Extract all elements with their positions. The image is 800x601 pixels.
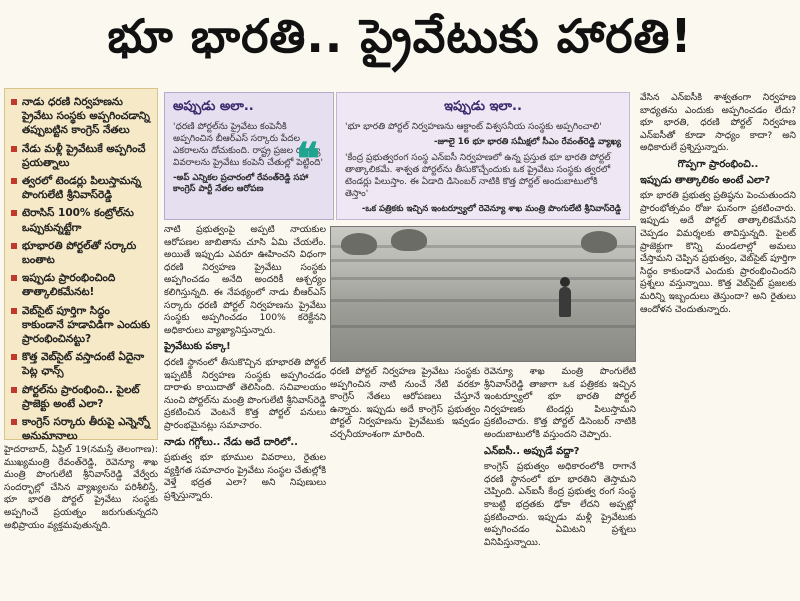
article-column-3 [484, 366, 636, 598]
highlight-item: ఇప్పుడు ప్రారంభించింది తాత్కాలికమేనట! [11, 271, 151, 299]
now-box-source-2: -ఒక పత్రికకు ఇచ్చిన ఇంటర్వ్యూలో రెవెన్యూ శాఖ మంత్రి పొంగులేటి శ్రీనివాస్‌రెడ్డి [361, 204, 621, 214]
highlights-list [11, 95, 151, 443]
article-paragraph: ధరణి స్థానంలో తీసుకొచ్చిన భూభారతి పోర్టల్ ఇప్పటికీ నిర్వహణ సంస్థకు అప్పగించడం దారాళు కాయిదాతో తెలిసింది. సచివాలయం నుంచి పోర్టల్‌ను మంత్రి పొంగులేటి శ్రీనివాస్‌రెడ్డి ప్రకటించిన వెంటనే కొత్త పోర్టల్ పనులు ప్రారంభమైనట్లు సమాచారం. [164, 356, 326, 431]
article-paragraph: భూ భారతి ప్రభుత్వ ప్రతిష్ఠను పెంచుతుందని ప్రారంభోత్సవం రోజు ఘనంగా ప్రకటించారు. ఇప్పుడు అదే పోర్టల్ తాత్కాలికమేనని చెప్పడం విమర్శలకు తావిస్తున్నది. పైలట్ ప్రాజెక్టుగా కొన్ని మండలాల్లో అమలు చేస్తామని చెప్పిన ప్రభుత్వం, వెబ్‌సైట్ పూర్తిగా సిద్ధం కాకుండానే ఎందుకు ప్రారంభించిందని ప్రశ్నలు వస్తున్నాయి. కొత్త వెబ్‌సైట్ ప్రజలకు మరిన్ని ఇబ్బందులు తెస్తుందా? అని రైతులు ఆందోళన చెందుతున్నారు. [640, 190, 796, 315]
highlight-item: టెరాసిస్ 100% కంట్రోల్‌ను ఒప్పుకున్నట్టేగా [11, 206, 151, 234]
then-box-title: అప్పుడు అలా.. [173, 99, 254, 114]
person-figure [560, 277, 570, 287]
article-paragraph: వేసిన ఎన్‌ఐసీకి శాశ్వతంగా నిర్వహణ బాధ్యతను ఎందుకు అప్పగించడం లేదు? భూ భారతి, ధరణి పోర్టల్ నిర్వహణ ఎన్‌ఐసీతో కూడా సాధ్యం కాదా? అని అధికారులే ప్రశ్నిస్తున్నారు. [640, 92, 796, 154]
now-quote-box [336, 92, 630, 220]
article-subheading: ప్రైవేటుకు పక్కా! [164, 341, 231, 353]
highlight-item: పోర్టల్‌ను ప్రారంభించి.. పైలట్ ప్రాజెక్టు అంటే ఎలా? [11, 383, 151, 411]
article-column-4 [640, 92, 796, 598]
article-paragraph: కాంగ్రెస్ ప్రభుత్వం అధికారంలోకి రాగానే ధరణి స్థానంలో భూ భారతిని తెస్తామని చెప్పింది. ఎన్‌ఐసీ కేంద్ర ప్రభుత్వ రంగ సంస్థ కాబట్టి భద్రతకు ఢోకా లేదని అప్పట్లో ప్రకటించారు. ఇప్పుడు మళ్లీ ప్రైవేటుకు అప్పగించడం ఏమిటని ప్రశ్నలు వినిపిస్తున్నాయి. [484, 461, 636, 548]
article-column-1 [164, 224, 326, 598]
article-subheading: గొప్పగా ప్రారంభించి.. [677, 158, 759, 170]
sidebar-highlights [4, 88, 158, 443]
article-subheading: ఎన్‌ఐసీ.. అప్పుడే వద్దా? [484, 445, 580, 457]
article-paragraph: హైదరాబాద్, ఏప్రిల్ 19(నమస్తే తెలంగాణ): ముఖ్యమంత్రి రేవంత్‌రెడ్డి, రెవెన్యూ శాఖ మంత్రి పొంగులేటి శ్రీనివాస్‌రెడ్డి వేర్వేరు సందర్భాల్లో చేసిన వ్యాఖ్యలను పరిశీలిస్తే, భూ భారతి పోర్టల్ ప్రైవేటు సంస్థకు అప్పగించే ప్రయత్నం జరుగుతున్నదని అభిప్రాయం వ్యక్తమవుతున్నది. [4, 444, 158, 531]
then-box-quote: 'ధరణి పోర్టల్‌ను ప్రైవేటు కంపెనీకి అప్పగించిన బీఆర్‌ఎస్ సర్కారు పేదల ఎకరాలను దోచుకుంది. రాష్ట్ర ప్రజల రహస్య వివరాలను ప్రైవేటు కంపెనీ చేతుల్లో పెట్టింది' [173, 122, 323, 168]
now-box-quote-1: 'భూ భారతి పోర్టల్ నిర్వహణను ఆక్టాంట్ విశ్వసనీయ సంస్థకు అప్పగించాలి' [345, 122, 602, 132]
then-box-source: -అప్ ఎన్నికల ప్రచారంలో రేవంత్‌రెడ్డి సహా కాంగ్రెస్ పార్టీ నేతల ఆరోపణ [173, 173, 309, 194]
article-column-0 [4, 444, 158, 598]
article-subheading: నాడు గగ్గోలు.. నేడు అదే దారిలో.. [164, 436, 298, 448]
highlight-item: నాడు ధరణి నిర్వహణను ప్రైవేటు సంస్థకు అప్పగించడాన్ని తప్పుబట్టిన కాంగ్రెస్ నేతలు [11, 95, 151, 138]
highlight-item: కాంగ్రెస్ సర్కారు తీరుపై ఎన్నెన్నో అనుమానాలు [11, 415, 151, 443]
headline: భూ భారతి.. ప్రైవేటుకు హారతి! [107, 9, 693, 63]
highlight-item: వెబ్‌సైట్ పూర్తిగా సిద్ధం కాకుండానే హడావిడిగా ఎందుకు ప్రారంభించినట్టు? [11, 304, 151, 347]
quote-icon: ❝ [296, 134, 320, 185]
article-paragraph: ప్రభుత్వ భూ భూముల వివరాలు, రైతుల వ్యక్తిగత సమాచారం ప్రైవేటు సంస్థల చేతుల్లోకి వెళ్తే భద్రత ఎలా? అని నిపుణులు ప్రశ్నిస్తున్నారు. [164, 452, 326, 501]
article-paragraph: ధరణి పోర్టల్ నిర్వహణ ప్రైవేటు సంస్థకు అప్పగించిన నాటి నుంచే నేటి వరకూ కాంగ్రెస్ నేతలు ఆరోపణలు చేస్తూనే ఉన్నారు. ఇప్పుడు అదే కాంగ్రెస్ ప్రభుత్వం పోర్టల్ నిర్వహణను ప్రైవేటుకు ఇవ్వడం చర్చనీయాంశంగా మారింది. [330, 366, 480, 440]
now-box-title: ఇప్పుడు ఇలా.. [444, 99, 522, 114]
article-paragraph: రెవెన్యూ శాఖ మంత్రి పొంగులేటి శ్రీనివాస్‌రెడ్డి తాజాగా ఒక పత్రికకు ఇచ్చిన ఇంటర్వ్యూలో భూ భారతి పోర్టల్ నిర్వహణకు టెండర్లు పిలుస్తామని ప్రకటించారు. కొత్త పోర్టల్ డిసెంబర్ నాటికి అందుబాటులోకి వస్తుందని చెప్పారు. [484, 366, 636, 440]
article-column-2 [330, 366, 480, 598]
now-box-quote-2: 'కేంద్ర ప్రభుత్వరంగ సంస్థ ఎన్‌ఐసీ నిర్వహణలో ఉన్న ప్రస్తుత భూ భారతి పోర్టల్ తాత్కాలికమే. శాశ్వత పోర్టల్‌ను తీసుకొచ్చేందుకు ఒక ప్రైవేటు సంస్థకు త్వరలో టెండర్లు పిలుస్తాం. ఈ ఏడాది డిసెంబర్ నాటికి కొత్త పోర్టల్ అందుబాటులోకి తెస్తాం' [345, 153, 611, 199]
highlight-item: త్వరలో టెండర్లు పిలుస్తామన్న పొంగులేటి శ్రీనివాస్‌రెడ్డి [11, 174, 151, 202]
now-box-source-1: -జూలై 16 భూ భారతి సమీక్షలో సీఎం రేవంత్‌రెడ్డి వ్యాఖ్య [434, 137, 621, 147]
highlight-item: నేడు మళ్లీ ప్రైవేటుకే అప్పగించే ప్రయత్నాలు [11, 142, 151, 170]
field-photo [330, 226, 636, 362]
highlight-item: కొత్త వెబ్‌సైట్ వస్తాదంటే ఏదైనా పెట్ల ఛాన్స్ [11, 350, 151, 378]
article-paragraph: నాటి ప్రభుత్వంపై అప్పటి నాయకుల ఆరోపణల జాబితాను చూసి ఏమి చేయలేం. అయితే ఇప్పుడు ఎవరూ ఊహించని విధంగా ధరణి నిర్వహణ ప్రైవేటు సంస్థకు అప్పగించడం అనేది అందరికీ ఆశ్చర్యం కలిగిస్తున్నది. ఈ నేపథ్యంలో నాడు బీఆర్‌ఎస్ సర్కారు ధరణి పోర్టల్ నిర్వహణను ప్రైవేటు సంస్థకు అప్పగించడం 100% కరెక్టేనని అధికారులు వ్యాఖ్యానిస్తున్నారు. [164, 224, 326, 336]
highlight-item: భూభారతి పోర్టల్‌తో సర్కారు బంతాట [11, 239, 151, 267]
article-subheading: ఇప్పుడు తాత్కాలికం అంటే ఎలా? [640, 174, 771, 186]
